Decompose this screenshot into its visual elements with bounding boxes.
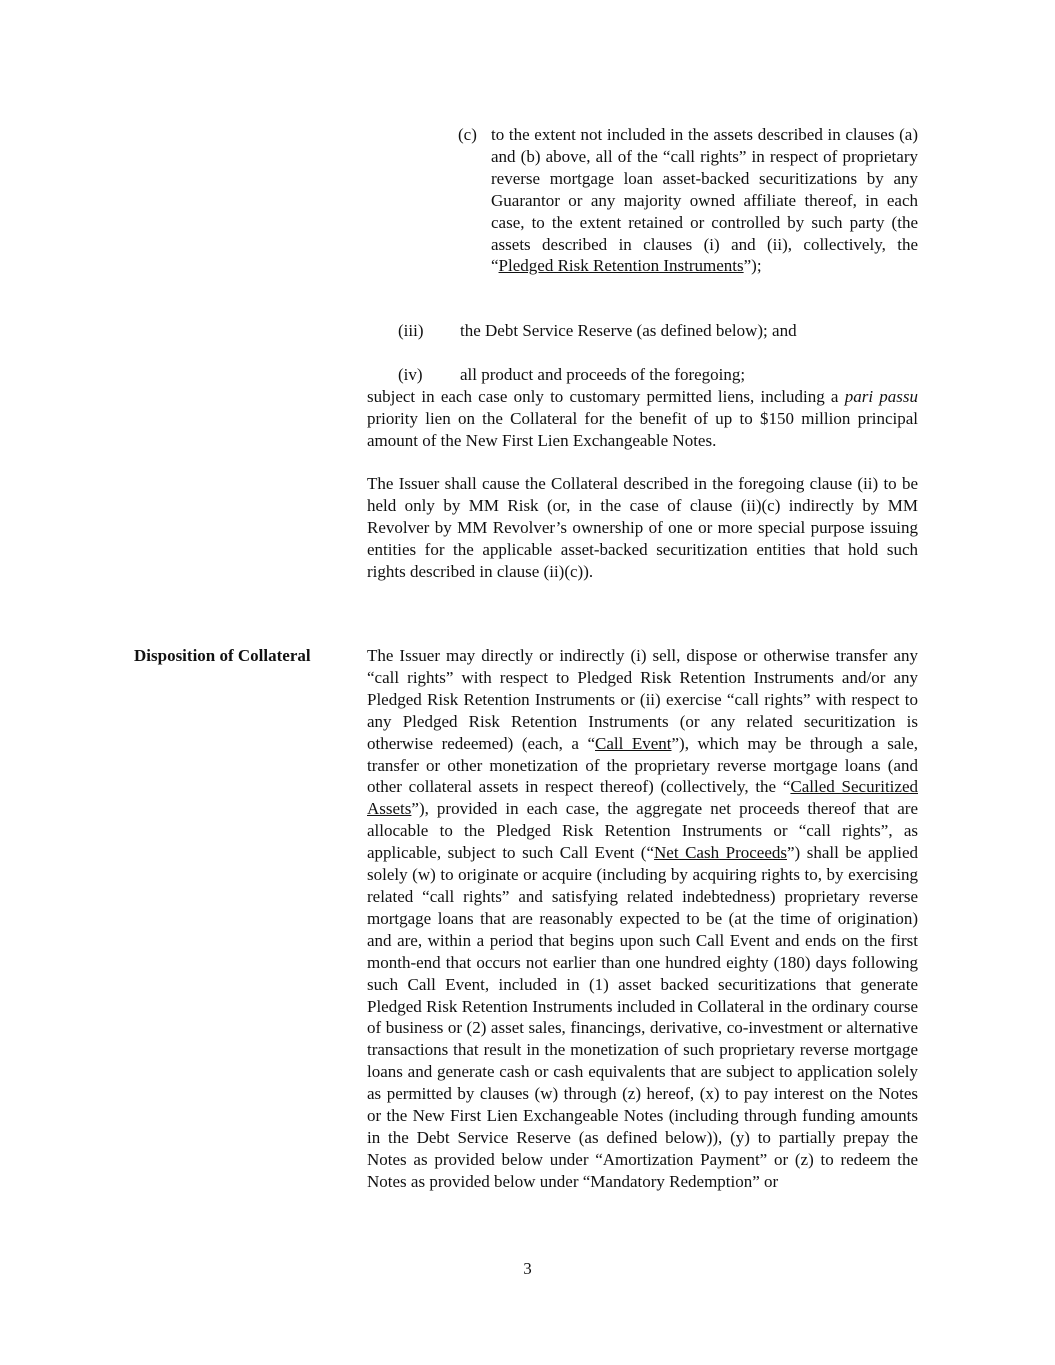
defined-term-called-securitized-assets: Called Securitized Assets [367, 777, 918, 819]
defined-term-call-event: Call Event [595, 733, 672, 753]
defined-term-pledged-risk-retention-instruments: Pledged Risk Retention Instruments [498, 256, 744, 276]
paragraph-3-part-1: The Issuer may directly or indirectly (i) sell, dispose or otherwise transfer any “call rights” with respect to Pledged Risk Retention Instruments and/or any Pledged Risk Retention Instruments or (ii) exercise “call rights” with respect to any Pledged Risk Retention Instruments (or any related securitization is otherwise redeemed) (each, a “ [367, 646, 918, 753]
clause-iii [398, 320, 797, 342]
paragraph-1-part-1: subject in each case only to customary permitted liens, including a [367, 387, 845, 406]
clause-iv-text: all product and proceeds of the foregoing; [460, 365, 746, 384]
clause-iii-number: (iii) [398, 321, 424, 340]
clause-c-text [491, 124, 918, 277]
clause-iv [398, 364, 745, 386]
pari-passu-term: pari passu [844, 387, 918, 406]
defined-term-net-cash-proceeds: Net Cash Proceeds [654, 843, 787, 863]
permitted-liens-paragraph [367, 386, 918, 452]
clause-c-text-part-2: ”); [743, 256, 762, 276]
paragraph-1-part-2: priority lien on the Collateral for the benefit of up to $150 million principal amount of the New First Lien Exchangeable Notes. [367, 408, 918, 450]
page-number: 3 [523, 1259, 532, 1278]
paragraph-3-part-3: ”), provided in each case, the aggregate net proceeds thereof that are allocable to the Pledged Risk Retention Instruments or “call rights”, as applicable, subject to such Call Event (“ [367, 799, 918, 863]
paragraph-3-part-2: ”), which may be through a sale, transfer or other monetization of the proprietary reverse mortgage loans (and other collateral assets in respect thereof) (collectively, the “ [367, 733, 918, 797]
clause-c [458, 124, 918, 277]
clause-iv-number: (iv) [398, 365, 423, 384]
clause-iii-text: the Debt Service Reserve (as defined below); and [460, 321, 797, 340]
clause-c-text-part-1: to the extent not included in the assets described in clauses (a) and (b) above, all of the “call rights” in respect of proprietary reverse mortgage loan asset-backed securitizations by any Guarantor or any majority owned affiliate thereof, in each case, to the extent retained or controlled by such party (the assets described in clauses (i) and (ii), collectively, the “ [491, 125, 918, 276]
clause-c-label: (c) [458, 125, 477, 144]
collateral-holding-paragraph: The Issuer shall cause the Collateral described in the foregoing clause (ii) to be held only by MM Risk (or, in the case of clause (ii)(c) indirectly by MM Revolver by MM Revolver’s ownership of one or more special purpose issuing entities for the applicable asset-backed securitization entities that hold such rights described in clause (ii)(c)). [367, 474, 918, 581]
section-heading-disposition-of-collateral: Disposition of Collateral [134, 646, 311, 665]
disposition-paragraph [367, 645, 918, 1193]
paragraph-3-part-4: ”) shall be applied solely (w) to originate or acquire (including by acquiring rights to, by exercising related “call rights” and satisfying related indebtedness) proprietary reverse mortgage loans that are reasonably expected to be (at the time of origination) and are, within a period that begins upon such Call Event and ends on the first month-end that occurs not earlier than one hundred eighty (180) days following such Call Event, included in (1) asset backed securitizations that generate Pledged Risk Retention Instruments included in Collateral in the ordinary course of business or (2) asset sales, financings, derivative, co-investment or alternative transactions that result in the monetization of such proprietary reverse mortgage loans and generate cash or cash equivalents that are subject to application solely as permitted by clauses (w) through (z) hereof, (x) to pay interest on the Notes or the New First Lien Exchangeable Notes (including through funding amounts in the Debt Service Reserve (as defined below)), (y) to partially prepay the Notes as provided below under “Amortization Payment” or (z) to redeem the Notes as provided below under “Mandatory Redemption” or [367, 843, 918, 1191]
